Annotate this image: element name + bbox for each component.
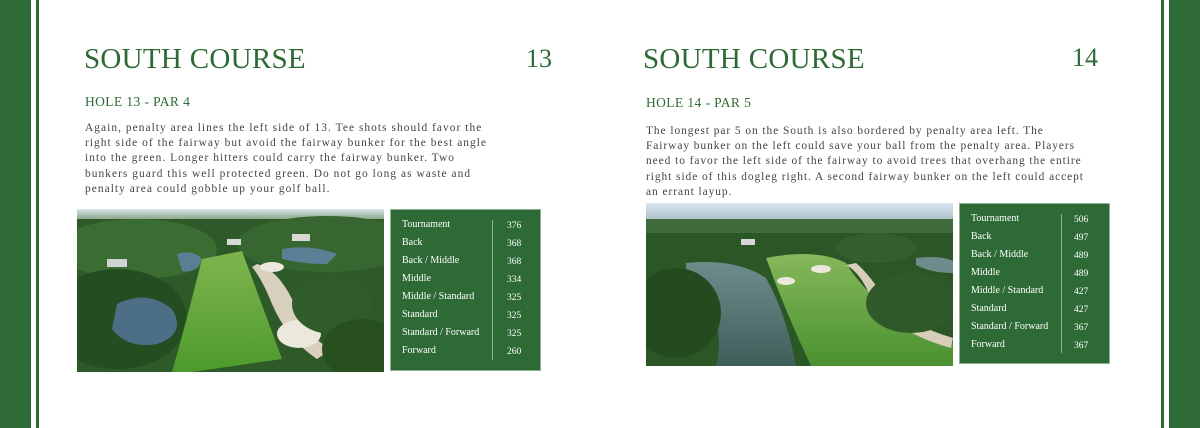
yardage-row (391, 219, 540, 237)
tee-yards: 367 (1074, 341, 1089, 351)
description-line: into the green. Longer hitters could carry the fairway bunker. Two (85, 152, 456, 165)
yardage-row (960, 339, 1109, 357)
yardage-row (960, 213, 1109, 231)
tee-yards: 427 (1074, 305, 1089, 315)
yardage-row (391, 291, 540, 309)
tee-name: Standard (402, 309, 438, 320)
tee-name: Back / Middle (971, 249, 1029, 260)
tee-name: Middle / Standard (971, 285, 1044, 296)
description-line: The longest par 5 on the South is also bordered by penalty area left. The (646, 125, 1044, 137)
tee-yards: 334 (507, 275, 522, 285)
yardage-row (960, 321, 1109, 339)
hole-title: HOLE 13 - PAR 4 (85, 94, 191, 109)
yardage-row (960, 303, 1109, 321)
tee-name: Middle (402, 273, 431, 284)
description-line: Fairway bunker on the left could save your ball from the penalty area. Players (646, 140, 1075, 153)
description-line: bunkers guard this well protected green. Do not go long as waste and (85, 167, 472, 180)
yardage-row (960, 231, 1109, 249)
hole-14-aerial-photo (646, 203, 953, 366)
page-hole-14 (600, 0, 1161, 428)
yardage-row (391, 273, 540, 291)
tee-yards: 325 (507, 293, 522, 303)
hole-description (646, 124, 1084, 200)
tee-name: Forward (971, 339, 1005, 350)
tee-yards: 427 (1074, 287, 1089, 297)
tee-name: Middle (971, 267, 1000, 278)
yardage-row (391, 255, 540, 273)
yardage-row (391, 327, 540, 345)
tee-yards: 489 (1074, 251, 1089, 261)
yardage-row (391, 345, 540, 363)
tee-name: Standard / Forward (402, 327, 480, 338)
page-number: 13 (526, 44, 552, 73)
tee-yards: 260 (507, 347, 522, 357)
tee-name: Forward (402, 345, 436, 356)
tee-name: Back (971, 231, 992, 242)
description-line: Again, penalty area lines the left side of 13. Tee shots should favor the (85, 122, 483, 134)
tee-yards: 497 (1074, 233, 1089, 243)
yardage-row (960, 249, 1109, 267)
hole-description (85, 121, 487, 197)
tee-name: Tournament (402, 219, 451, 230)
tee-yards: 368 (507, 239, 522, 249)
hole-13-aerial-photo (77, 209, 384, 372)
description-line: right side of this dogleg right. A second fairway bunker on the left could accept (646, 170, 1084, 183)
tee-yards: 368 (507, 257, 522, 267)
description-line: need to favor the left side of the fairway to avoid trees that overhang the entire (646, 155, 1082, 168)
yardage-table (390, 209, 541, 371)
yardage-row (391, 237, 540, 255)
yardage-row (960, 267, 1109, 285)
tee-yards: 325 (507, 311, 522, 321)
tee-yards: 376 (507, 221, 522, 231)
yardage-row (960, 285, 1109, 303)
description-line: an errant layup. (646, 185, 733, 198)
tee-name: Back (402, 237, 423, 248)
yardage-table (959, 203, 1110, 364)
course-title: SOUTH COURSE (643, 43, 865, 75)
hole-title: HOLE 14 - PAR 5 (646, 95, 752, 110)
right-border-stripe (1169, 0, 1200, 428)
course-title: SOUTH COURSE (84, 43, 306, 75)
tee-yards: 489 (1074, 269, 1089, 279)
description-line: right side of the fairway but avoid the fairway bunker for the best angle (85, 137, 488, 150)
page-number: 14 (1072, 43, 1098, 72)
description-line: penalty area could gobble up your golf ball. (85, 182, 331, 195)
tee-name: Back / Middle (402, 255, 460, 266)
tee-yards: 506 (1074, 215, 1089, 225)
tee-name: Standard (971, 303, 1007, 314)
tee-yards: 367 (1074, 323, 1089, 333)
tee-yards: 325 (507, 329, 522, 339)
tee-name: Standard / Forward (971, 321, 1049, 332)
right-border-thin-stripe (1161, 0, 1164, 428)
tee-name: Middle / Standard (402, 291, 475, 302)
tee-name: Tournament (971, 213, 1020, 224)
yardage-row (391, 309, 540, 327)
